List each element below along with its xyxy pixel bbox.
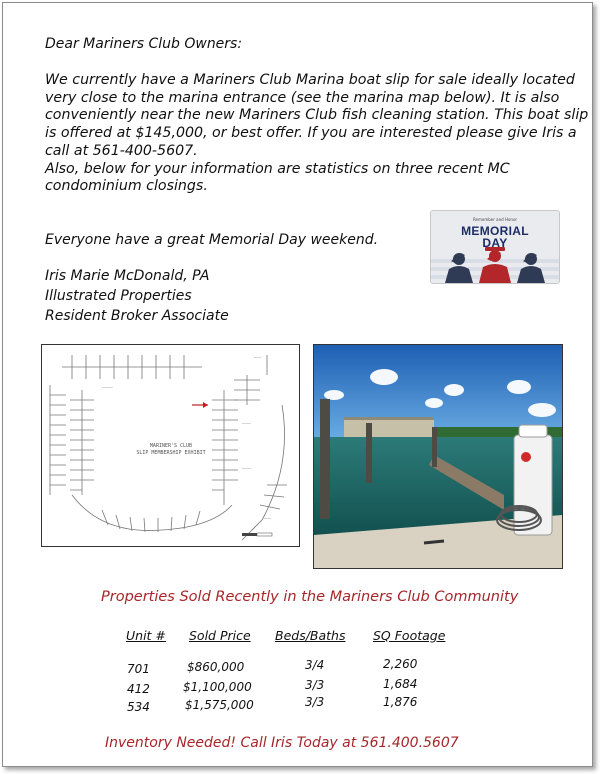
letter-line: We currently have a Mariners Club Marina boat slip for sale ideally located	[45, 72, 575, 88]
column-header-beds: Beds/Baths	[275, 628, 346, 643]
letter-line: conveniently near the new Mariners Club fish cleaning station. This boat slip	[45, 107, 589, 124]
call-to-action: Inventory Needed! Call Iris Today at 561.400.5607	[105, 735, 459, 751]
svg-text:──────: ──────	[102, 386, 113, 390]
svg-text:────: ────	[254, 356, 262, 360]
table-cell-price: $1,100,000	[183, 680, 252, 694]
letter-line: call at 561-400-5607.	[45, 142, 198, 159]
badge-small-text: Remember and Honor	[472, 217, 518, 222]
column-header-price: Sold Price	[189, 628, 251, 643]
svg-text:─────: ─────	[242, 467, 252, 471]
table-cell-price: $1,575,000	[185, 698, 254, 712]
letter-line: is offered at $145,000, or best offer. If you are interested please give Iris a	[45, 125, 577, 142]
sales-table	[3, 3, 592, 766]
table-cell-beds: 3/4	[305, 658, 325, 672]
table-cell-unit: 701	[127, 662, 150, 676]
table-cell-beds: 3/3	[305, 678, 325, 692]
column-header-unit: Unit #	[126, 628, 166, 643]
table-cell-unit: 412	[127, 682, 150, 696]
badge-title-line: MEMORIAL	[461, 224, 529, 238]
svg-text:─────: ─────	[242, 422, 252, 426]
map-caption-line: MARINER'S CLUB	[149, 443, 193, 449]
column-header-sqft: SQ Footage	[373, 628, 446, 643]
signature-company: Illustrated Properties	[45, 288, 192, 304]
flyer-page	[2, 2, 593, 767]
table-cell-price: $860,000	[187, 660, 245, 674]
salutation: Dear Mariners Club Owners:	[45, 36, 243, 52]
letter-line: very close to the marina entrance (see the marina map below). It is also	[45, 89, 560, 106]
signature-name: Iris Marie McDonald, PA	[45, 268, 210, 284]
table-cell-unit: 534	[127, 700, 150, 714]
letter-line: Also, below for your information are statistics on three recent MC	[45, 160, 510, 177]
map-caption-line: SLIP MEMBERSHIP EXHIBIT	[136, 450, 206, 456]
signature-title: Resident Broker Associate	[45, 308, 229, 324]
table-cell-sqft: 2,260	[383, 657, 418, 671]
badge-title-line: DAY	[482, 236, 508, 250]
letter-line: condominium closings.	[45, 178, 208, 195]
table-cell-beds: 3/3	[305, 695, 325, 709]
holiday-wish: Everyone have a great Memorial Day weekend.	[45, 232, 379, 248]
svg-text:────: ────	[264, 517, 272, 521]
table-cell-sqft: 1,684	[383, 677, 418, 691]
table-cell-sqft: 1,876	[383, 695, 418, 709]
sales-section-title: Properties Sold Recently in the Mariners Club Community	[101, 589, 519, 605]
